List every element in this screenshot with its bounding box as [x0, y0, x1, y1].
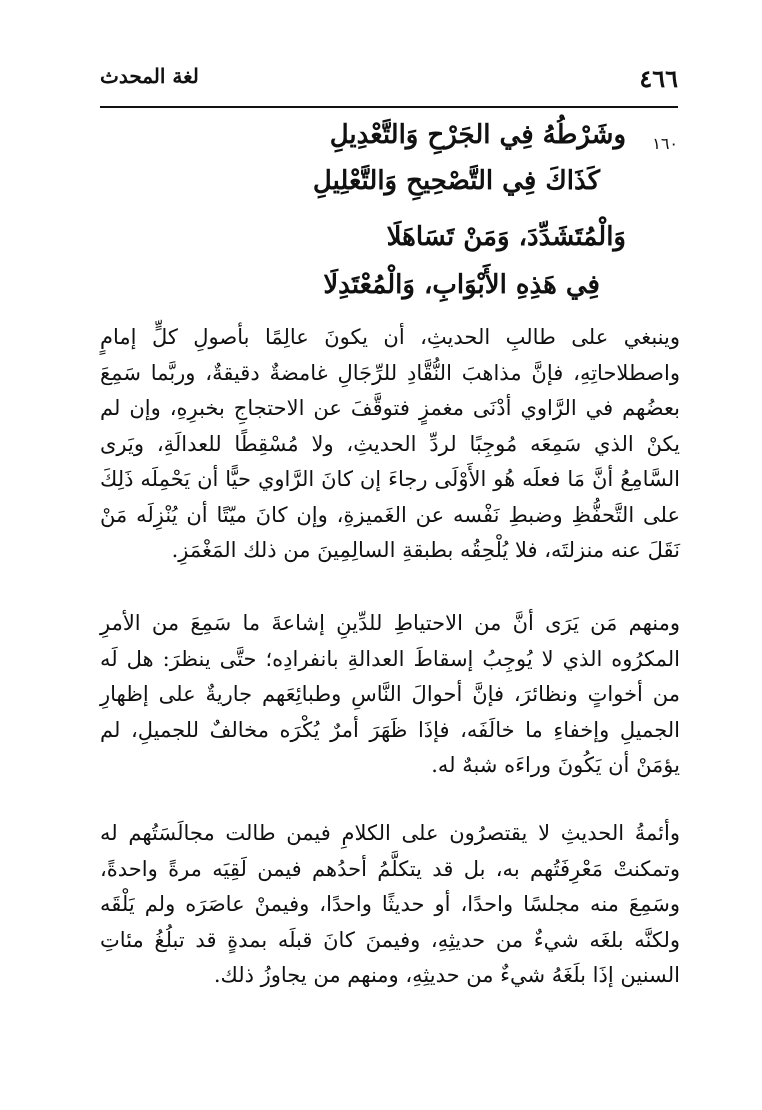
paragraph-1: وينبغي على طالبِ الحديثِ، أن يكونَ عالِمًا بأصولِ كلٍّ إمامٍ واصطلاحاتِهِ، فإنَّ مذاهبَ النُّقَّادِ للرِّجَالِ غامضةٌ دقيقةٌ، وربَّما سَمِعَ بعضُهم في الرَّاوي أدْنَى مغمزٍ فتوقَّفَ عن الاحتجاجِ بخبرِهِ، وإن لم يكنْ الذي سَمِعَه مُوجِبًا لردِّ الحديثِ، ولا مُسْقِطًا للعدالَةِ، ويَرى السَّامِعُ أنَّ مَا فعلَه هُو الأَوْلَى رجاءَ إن كانَ الرَّاوي حيًّا أن يَحْمِلَه ذَلِكَ على التَّحفُّظِ وضبطِ نَفْسه عن الغَميزةِ، وإن كانَ ميّتًا أن يُنْزِلَه مَنْ نَقَلَ عنه منزلتَه، فلا يُلْحِقُه بطبقةِ السالِمِينَ من ذلك المَغْمَزِ. [100, 325, 680, 562]
verse-line-4: فِي هَذِهِ الأَبْوَابِ، وَالْمُعْتَدِلَا [323, 270, 600, 300]
page-number: ٤٦٦ [639, 64, 678, 93]
verse-number: ١٦٠ [652, 134, 678, 153]
running-title: لغة المحدث [100, 64, 199, 88]
paragraph-3: وأئمةُ الحديثِ لا يقتصرُون على الكلامِ فيمن طالت مجالَسَتُهم له وتمكنتْ مَعْرِفَتُهم به، بل قد يتكلَّمُ أحدُهم فيمن لَقِيَه مرةً واحدةً، وسَمِعَ منه مجلسًا واحدًا، أو حديثًا واحدًا، وفيمنْ عاصَرَه ولم يَلْقَه ولكنَّه بلغَه شيءٌ من حديثِهِ، وفيمنَ كانَ قبلَه بمدةٍ قد تبلُغُ مئاتِ السنين إذَا بلَغَهُ شيءٌ من حديثِهِ، ومنهم من يجاوزُ ذلك. [100, 821, 680, 987]
verse-block [100, 120, 678, 310]
paragraph-2: ومنهم مَن يَرَى أنَّ من الاحتياطِ للدِّينِ إشاعةَ ما سَمِعَ من الأمرِ المكرُوه الذي لا يُوجِبُ إسقاطَ العدالةِ بانفرادِه؛ حتَّى ينظرَ: هل لَه من أخواتٍ ونظائرَ، فإنَّ أحوالَ النَّاسِ وطبائِعَهم جاريةٌ على إظهارِ الجميلِ وإخفاءِ ما خالَفَه، فإذَا ظَهَرَ أمرٌ يُكْرَه مخالفٌ للجميلِ، لم يؤمَنْ أن يَكُونَ وراءَه شبهٌ له. [100, 611, 680, 777]
verse-line-3: وَالْمُتَشَدِّدَ، وَمَنْ تَسَاهَلَا [386, 222, 626, 252]
running-header [100, 62, 678, 102]
verse-line-1: وشَرْطُهُ فِي الجَرْحِ وَالتَّعْدِيلِ [329, 120, 626, 150]
verse-line-2: كَذَاكَ فِي التَّصْحِيحِ وَالتَّعْلِيلِ [312, 166, 600, 196]
header-rule [100, 106, 678, 108]
